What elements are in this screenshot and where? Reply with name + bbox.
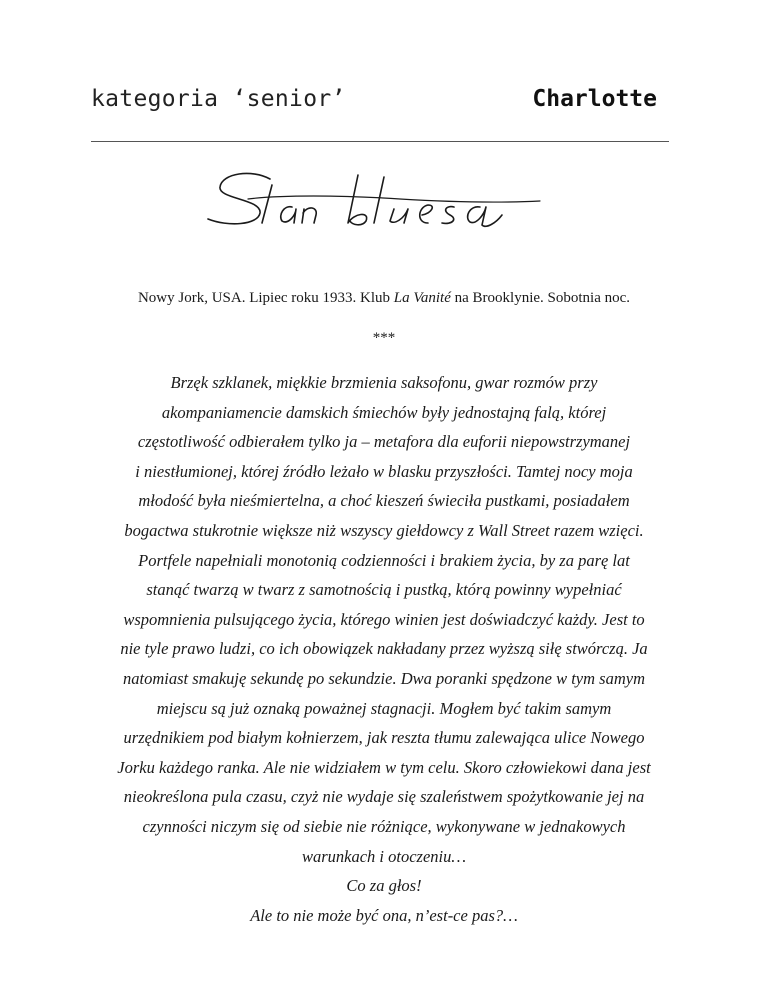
story-title-text	[200, 245, 201, 246]
club-name: La Vanité	[393, 290, 451, 306]
body-line: stanąć twarzą w twarz z samotnością i pustką, którą powinny wypełniać	[146, 580, 622, 600]
category-label: kategoria ‘senior’	[91, 86, 346, 112]
body-line: nie tyle prawo ludzi, co ich obowiązek nakładany przez wyższą siłę stwórczą. Ja	[120, 639, 648, 659]
page-header	[91, 86, 669, 120]
story-body	[70, 368, 698, 930]
body-line: wspomnienia pulsującego życia, którego winien jest doświadczyć każdy. Jest to	[123, 609, 645, 629]
story-title	[200, 165, 570, 245]
body-line: i niestłumionej, której źródło leżało w blasku przyszłości. Tamtej nocy moja	[135, 461, 633, 481]
setting-line	[0, 290, 768, 307]
setting-text-after: na Brooklynie. Sobotnia noc.	[450, 290, 631, 306]
body-line: bogactwa stukrotnie większe niż wszyscy giełdowcy z Wall Street razem wzięci.	[124, 520, 644, 540]
author-name: Charlotte	[532, 86, 657, 112]
section-separator: ***	[372, 330, 396, 346]
body-line: akompaniamencie damskich śmiechów były jednostajną falą, której	[161, 402, 607, 422]
body-line: Ale to nie może być ona, n’est-ce pas?…	[250, 905, 518, 925]
body-line: urzędnikiem pod białym kołnierzem, jak reszta tłumu zalewająca ulice Nowego	[123, 728, 645, 748]
body-line: Co za głos!	[346, 876, 422, 896]
setting-text-before: Nowy Jork, USA. Lipiec roku 1933. Klub	[137, 290, 394, 306]
body-line: częstotliwość odbierałem tylko ja – metafora dla euforii niepowstrzymanej	[137, 432, 631, 452]
body-line: Brzęk szklanek, miękkie brzmienia saksofonu, gwar rozmów przy	[170, 373, 598, 392]
body-line: nieokreślona pula czasu, czyż nie wydaje się szaleństwem spożytkowanie jej na	[123, 787, 645, 807]
body-line: warunkach i otoczeniu…	[301, 846, 467, 866]
body-line: Portfele napełniali monotonią codzienności i brakiem życia, by za parę lat	[138, 550, 630, 570]
body-line: natomiast smakuję sekundę po sekundzie. Dwa poranki spędzone w tym samym	[123, 668, 645, 688]
body-line: młodość była nieśmiertelna, a choć kieszeń świeciła pustkami, posiadałem	[138, 491, 630, 511]
header-divider	[91, 141, 669, 142]
body-line: czynności niczym się od siebie nie różniące, wykonywane w jednakowych	[142, 816, 626, 836]
handwritten-title-svg	[200, 165, 570, 245]
body-line: Jorku każdego ranka. Ale nie widziałem w tym celu. Skoro człowiekowi dana jest	[117, 757, 651, 777]
body-line: miejscu są już oznaką poważnej stagnacji. Mogłem być takim samym	[156, 698, 612, 718]
